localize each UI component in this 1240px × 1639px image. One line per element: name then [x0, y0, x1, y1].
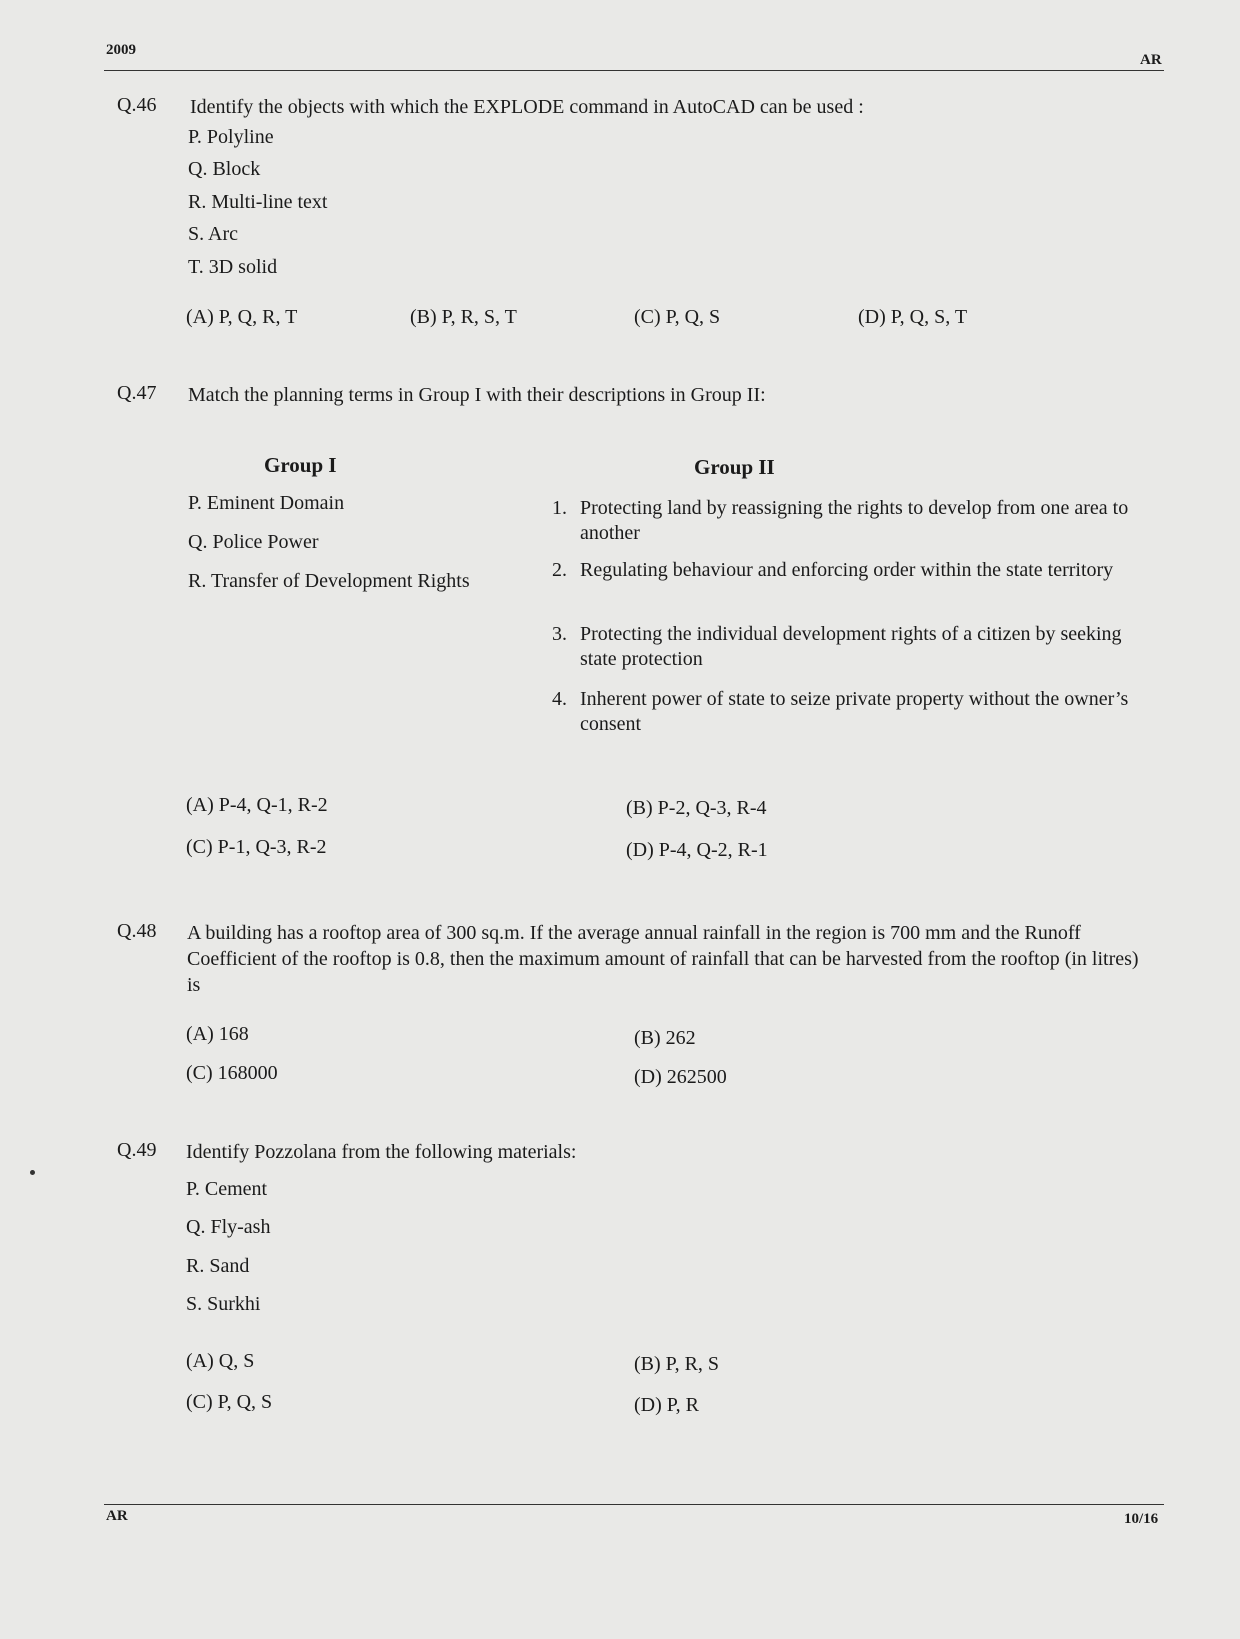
option-a[interactable]: (A) P-4, Q-1, R-2 — [186, 794, 328, 816]
list-item: S. Surkhi — [186, 1293, 261, 1315]
option-c[interactable]: (C) P, Q, S — [186, 1391, 273, 1413]
question-text: Identify the objects with which the EXPLODE command in AutoCAD can be used : — [190, 96, 864, 118]
question-number: Q.49 — [117, 1139, 157, 1161]
option-b[interactable]: (B) P, R, S — [634, 1353, 720, 1375]
print-mark — [30, 1170, 35, 1175]
list-item: Q. Fly-ash — [186, 1216, 271, 1238]
group-2-item-text: Protecting the individual development rights of a citizen by seeking state protection — [580, 623, 1122, 670]
group-2-item-number: 1. — [552, 497, 567, 519]
option-d[interactable]: (D) P, Q, S, T — [858, 306, 968, 328]
question-text: Identify Pozzolana from the following materials: — [186, 1141, 577, 1163]
list-item: Q. Block — [188, 158, 261, 180]
question-number: Q.47 — [117, 382, 157, 404]
list-item: R. Multi-line text — [188, 191, 328, 213]
option-c[interactable]: (C) P-1, Q-3, R-2 — [186, 836, 327, 858]
header-year: 2009 — [106, 42, 136, 58]
option-b[interactable]: (B) 262 — [634, 1027, 696, 1049]
group-2-item-text: Regulating behaviour and enforcing order within the state territory — [580, 559, 1114, 581]
list-item: P. Polyline — [188, 126, 274, 148]
option-b[interactable]: (B) P, R, S, T — [410, 306, 517, 328]
group-1-title: Group I — [264, 453, 337, 477]
option-c[interactable]: (C) P, Q, S — [634, 306, 721, 328]
group-1-item: R. Transfer of Development Rights — [188, 570, 470, 592]
option-d[interactable]: (D) P-4, Q-2, R-1 — [626, 839, 768, 861]
group-1-item: P. Eminent Domain — [188, 492, 345, 514]
question-text: A building has a rooftop area of 300 sq.m. If the average annual rainfall in the region is 700 mm and the Runoff Coefficient of the rooftop is 0.8, then the maximum amount of rainfall that can be harvested from the rooftop (in litres) is — [187, 922, 1139, 996]
option-d[interactable]: (D) P, R — [634, 1394, 700, 1416]
option-a[interactable]: (A) Q, S — [186, 1350, 255, 1372]
option-a[interactable]: (A) 168 — [186, 1023, 249, 1045]
list-item: S. Arc — [188, 223, 238, 245]
page-number: 10/16 — [1124, 1511, 1159, 1527]
group-2-item-text: Protecting land by reassigning the rights to develop from one area to another — [580, 497, 1129, 544]
header-rule — [104, 70, 1164, 71]
footer-rule — [104, 1504, 1164, 1505]
list-item: T. 3D solid — [188, 256, 278, 278]
group-2-item-number: 2. — [552, 559, 567, 581]
option-d[interactable]: (D) 262500 — [634, 1066, 727, 1088]
group-2-item-number: 4. — [552, 688, 567, 710]
option-b[interactable]: (B) P-2, Q-3, R-4 — [626, 797, 767, 819]
question-number: Q.46 — [117, 94, 157, 116]
group-2-item-text: Inherent power of state to seize private property without the owner’s consent — [580, 688, 1129, 735]
header-code: AR — [1140, 52, 1162, 68]
group-2-item-number: 3. — [552, 623, 567, 645]
question-number: Q.48 — [117, 920, 157, 942]
footer-code: AR — [106, 1508, 128, 1524]
group-2-title: Group II — [694, 455, 775, 479]
group-1-item: Q. Police Power — [188, 531, 319, 553]
option-c[interactable]: (C) 168000 — [186, 1062, 278, 1084]
list-item: P. Cement — [186, 1178, 268, 1200]
list-item: R. Sand — [186, 1255, 250, 1277]
option-a[interactable]: (A) P, Q, R, T — [186, 306, 298, 328]
question-text: Match the planning terms in Group I with their descriptions in Group II: — [188, 384, 766, 406]
